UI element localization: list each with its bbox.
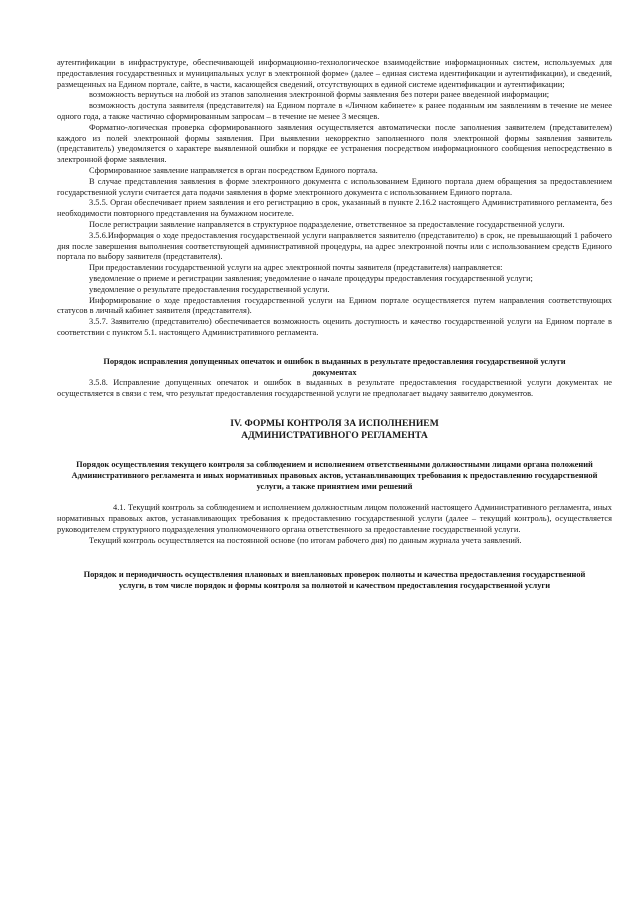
section-heading-current-control: Порядок осуществления текущего контроля за соблюдением и исполнением ответственными должностными лицами органа положений Административного регламента и иных нормативных правовых актов, устанавливающих требования к предоставлению государственной услуги, а также принятием ими решений bbox=[71, 459, 598, 491]
paragraph: Текущий контроль осуществляется на постоянной основе (по итогам рабочего дня) по данным журнала учета заявлений. bbox=[89, 535, 522, 545]
paragraph-356: 3.5.6.Информация о ходе предоставления государственной услуги направляется заявителю (представителю) в срок, не превышающий 1 рабочего дня после завершения выполнения соответствующей административной процедуры, на адрес электронной почты или с использованием средств Единого портала по выбору заявителя (представителя). bbox=[57, 230, 612, 262]
paragraph: аутентификации в инфраструктуре, обеспечивающей информационно-технологическое взаимодействие информационных систем, используемых для предоставления государственных и муниципальных услуг в электронной форме» (далее – единая система идентификации и аутентификации), и сведений, размещенных на Едином портале, сайте, в части, касающейся сведений, отсутствующих в единой системе идентификации и аутентификации; bbox=[57, 58, 612, 89]
paragraph: Сформированное заявление направляется в орган посредством Единого портала. bbox=[89, 165, 378, 175]
chapter-heading-line2: АДМИНИСТРАТИВНОГО РЕГЛАМЕНТА bbox=[241, 429, 428, 441]
paragraph: возможность доступа заявителя (представителя) на Едином портале в «Личном кабинете» к ранее поданным им заявлениям в течение не менее одного года, а также частично сформированным запросам – в течение не менее 3 месяцев. bbox=[57, 101, 612, 121]
section-heading-inspections: Порядок и периодичность осуществления плановых и внеплановых проверок полноты и качества предоставления государственной услуги, в том числе порядок и формы контроля за полнотой и качеством предоставления государственной услуги bbox=[83, 570, 586, 591]
paragraph-358: 3.5.8. Исправление допущенных опечаток и ошибок в выданных в результате предоставления государственной услуги документах не осуществляется в связи с тем, что результат предоставления государственной услуги не предполагает выдачу заявителю документов. bbox=[57, 378, 612, 399]
document-body bbox=[57, 58, 612, 592]
paragraph: Форматно-логическая проверка сформированного заявления осуществляется автоматически после заполнения заявителем (представителем) каждого из полей электронной формы заявления. При выявлении некорректно заполненного поля электронной формы заявления заявитель (представитель) уведомляется о характере выявленной ошибки и порядке ее устранения посредством информационного сообщения непосредственно в электронной форме заявления. bbox=[57, 122, 612, 165]
section-heading-corrections: Порядок исправления допущенных опечаток и ошибок в выданных в результате предоставления государственной услуги документах bbox=[103, 356, 566, 377]
paragraph: Информирование о ходе предоставления государственной услуги на Едином портале осуществляется путем направления соответствующих статусов в личный кабинет заявителя (представителя). bbox=[57, 295, 612, 316]
paragraph: При предоставлении государственной услуги на адрес электронной почты заявителя (представителя) направляется: bbox=[89, 263, 503, 273]
paragraph: уведомление о приеме и регистрации заявления; уведомление о начале процедуры предоставления государственной услуги; bbox=[89, 273, 533, 283]
paragraph: После регистрации заявление направляется в структурное подразделение, ответственное за предоставление государственной услуги. bbox=[89, 219, 565, 229]
paragraph-41: 4.1. Текущий контроль за соблюдением и исполнением должностным лицом положений настоящего Административного регламента, иных нормативных правовых актов, устанавливающих требования к предоставлению государственной услуги (далее – текущий контроль), осуществляется руководителем структурного подразделения уполномоченного органа ответственного за предоставление государственной услуги. bbox=[57, 503, 612, 534]
chapter-heading-line1: IV. ФОРМЫ КОНТРОЛЯ ЗА ИСПОЛНЕНИЕМ bbox=[230, 417, 439, 429]
paragraph: уведомление о результате предоставления государственной услуги. bbox=[89, 284, 330, 294]
paragraph-357: 3.5.7. Заявителю (представителю) обеспечивается возможность оценить доступность и качество государственной услуги на Едином портале в соответствии с пунктом 5.1. настоящего Административного регламента. bbox=[57, 317, 612, 337]
paragraph: возможность вернуться на любой из этапов заполнения электронной формы заявления без потери ранее введенной информации; bbox=[89, 90, 550, 100]
paragraph: В случае представления заявления в форме электронного документа с использованием Единого портала днем обращения за предоставлением государственной услуги считается дата подачи заявления в форме электронного документа с использованием Единого портала. bbox=[57, 176, 612, 197]
paragraph-355: 3.5.5. Орган обеспечивает прием заявления и его регистрацию в срок, указанный в пункте 2.16.2 настоящего Административного регламента, без необходимости повторного представления на бумажном носителе. bbox=[57, 198, 612, 219]
